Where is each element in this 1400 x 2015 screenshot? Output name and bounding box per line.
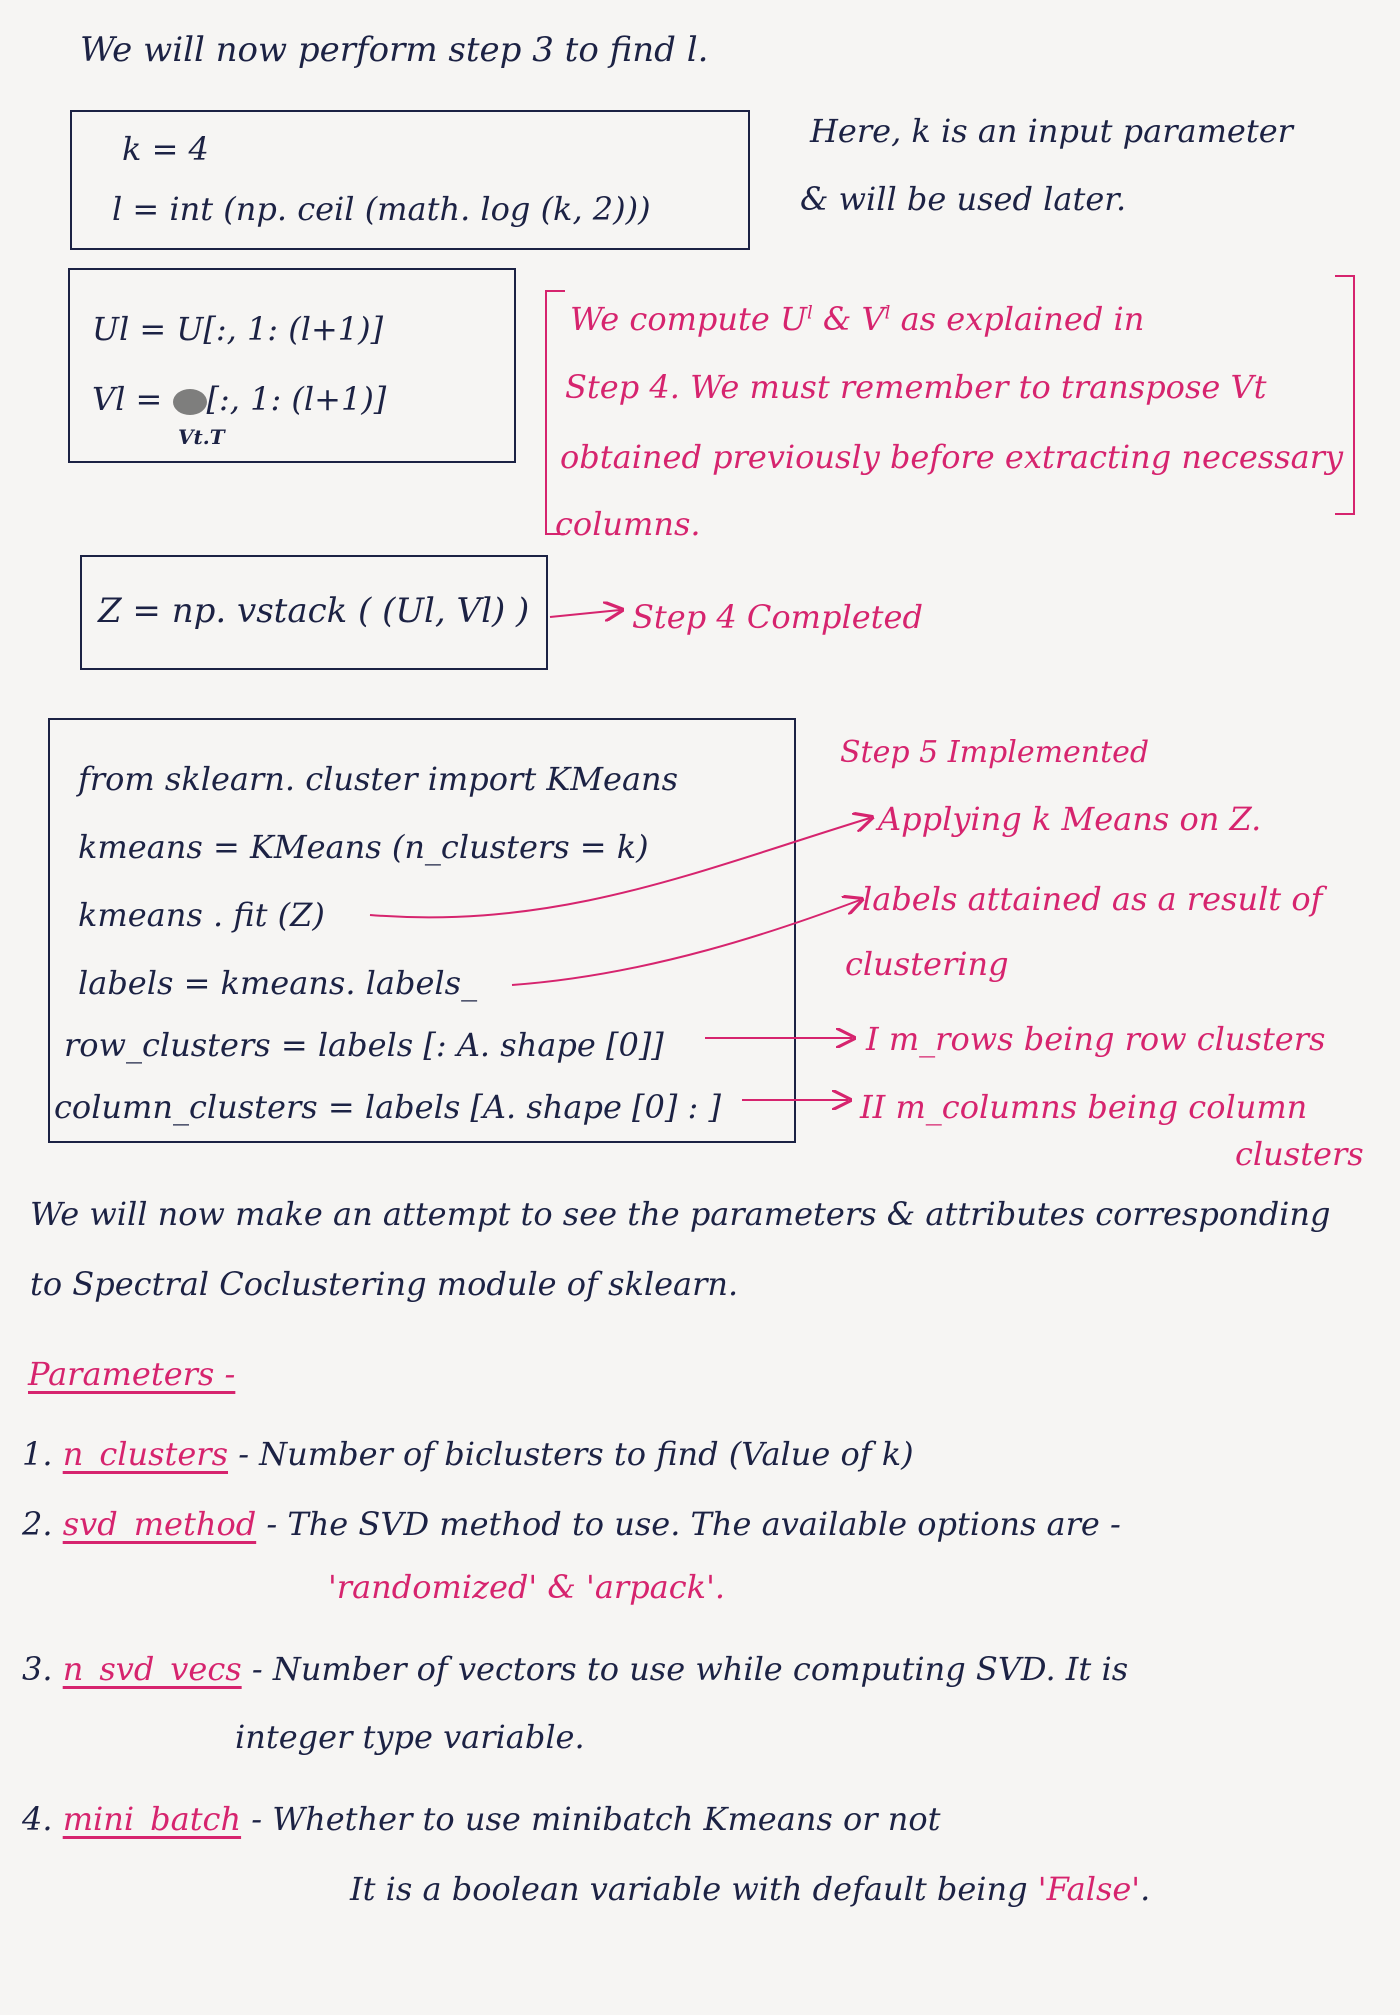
code-labels: labels = kmeans. labels_	[78, 964, 478, 1002]
note-uv-line4: columns.	[555, 505, 701, 543]
code-kmeans-init: kmeans = KMeans (n_clusters = k)	[78, 828, 649, 866]
param-3-name: n_svd_vecs	[62, 1650, 242, 1688]
code-vl-lhs: Vl =	[92, 380, 173, 418]
para-line1: We will now make an attempt to see the parameters & attributes corresponding	[30, 1195, 1331, 1233]
para-line2: to Spectral Coclustering module of sklearn.	[30, 1265, 739, 1303]
note-k-line2: & will be used later.	[800, 180, 1127, 218]
note-uv-line2: Step 4. We must remember to transpose Vt	[565, 368, 1267, 406]
param-4-desc2: It is a boolean variable with default being 'False'.	[350, 1870, 1151, 1908]
code-l: l = int (np. ceil (math. log (k, 2)))	[112, 190, 651, 228]
arrow-step4	[550, 610, 620, 617]
param-1-desc: Number of biclusters to find (Value of k)	[259, 1435, 914, 1473]
code-k: k = 4	[122, 130, 209, 168]
step5-note2b: clustering	[845, 945, 1009, 983]
param-2-options: 'randomized' & 'arpack'.	[328, 1568, 726, 1606]
intro-text: We will now perform step 3 to find l.	[80, 30, 709, 70]
note-uv-line1: We compute $U^l$ & $V^l$ as explained in	[570, 300, 1145, 338]
param-3: 3. n_svd_vecs - Number of vectors to use while computing SVD. It is	[22, 1650, 1129, 1688]
arrow-fit	[370, 818, 870, 917]
param-2-name: svd_method	[62, 1505, 257, 1543]
step5-note2a: labels attained as a result of	[862, 880, 1323, 918]
params-heading: Parameters -	[28, 1355, 236, 1393]
param-2: 2. svd_method - The SVD method to use. The available options are -	[22, 1505, 1121, 1543]
code-z: Z = np. vstack ( (Ul, Vl) )	[98, 591, 530, 631]
step5-title: Step 5 Implemented	[840, 735, 1150, 770]
param-4: 4. mini_batch - Whether to use minibatch Kmeans or not	[22, 1800, 941, 1838]
code-ul: Ul = U[:, 1: (l+1)]	[92, 310, 384, 348]
param-4-name: mini_batch	[62, 1800, 242, 1838]
step5-note4a: II m_columns being column	[860, 1088, 1308, 1126]
step5-note4b: clusters	[1235, 1135, 1364, 1173]
param-4-desc: Whether to use minibatch Kmeans or not	[272, 1800, 941, 1838]
code-row-clusters: row_clusters = labels [: A. shape [0]]	[64, 1026, 664, 1064]
note-step4: Step 4 Completed	[632, 598, 923, 636]
code-column-clusters: column_clusters = labels [A. shape [0] : ]	[54, 1088, 721, 1126]
param-1: 1. n_clusters - Number of biclusters to find (Value of k)	[22, 1435, 914, 1473]
arrow-labels	[512, 900, 860, 985]
code-import: from sklearn. cluster import KMeans	[78, 760, 679, 798]
param-3-desc2: integer type variable.	[235, 1718, 585, 1756]
code-kmeans-fit: kmeans . fit (Z)	[78, 896, 325, 934]
param-3-desc: Number of vectors to use while computing SVD. It is	[272, 1650, 1129, 1688]
param-1-name: n_clusters	[62, 1435, 229, 1473]
step5-note1: Applying k Means on Z.	[878, 800, 1262, 838]
step5-note3: I m_rows being row clusters	[866, 1020, 1326, 1058]
code-vl-rhs: [:, 1: (l+1)]	[206, 380, 387, 418]
note-k-line1: Here, k is an input parameter	[810, 112, 1293, 150]
param-2-desc: The SVD method to use. The available options are -	[287, 1505, 1121, 1543]
note-uv-line3: obtained previously before extracting necessary	[560, 438, 1344, 476]
code-vl-correction: Vt.T	[178, 425, 225, 449]
